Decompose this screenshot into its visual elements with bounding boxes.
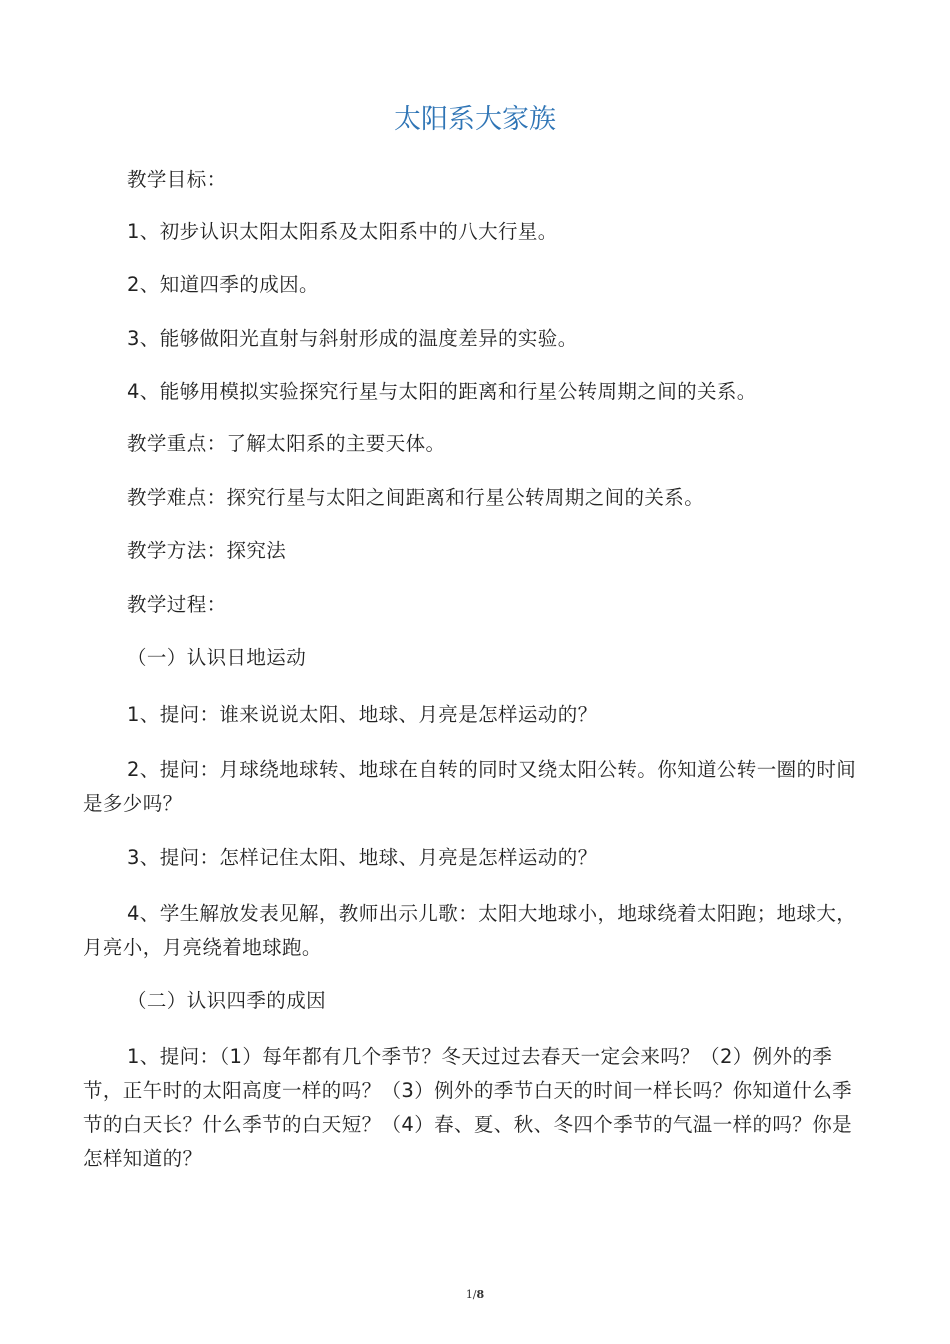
paragraph-objective-3: 3、能够做阳光直射与斜射形成的温度差异的实验。 bbox=[127, 327, 578, 350]
page-number bbox=[0, 1288, 950, 1301]
paragraph-section-1-item-3: 3、提问：怎样记住太阳、地球、月亮是怎样运动的？ bbox=[127, 846, 598, 869]
paragraph-objective-2: 2、知道四季的成因。 bbox=[127, 273, 319, 296]
paragraph-section-1-heading: （一）认识日地运动 bbox=[127, 646, 307, 669]
paragraph-section-2-item-1: 1、提问：（1）每年都有几个季节？冬天过过去春天一定会来吗？（2）例外的季节，正午时的太阳高度一样的吗？（3）例外的季节白天的时间一样长吗？你知道什么季节的白天长？什么季节的白天短？（4）春、夏、秋、冬四个季节的气温一样的吗？你是怎样知道的？ bbox=[83, 1045, 853, 1170]
paragraph-objectives-heading: 教学目标： bbox=[127, 168, 227, 191]
page-number-current: 1/ bbox=[465, 1288, 477, 1301]
paragraph-key-point: 教学重点：了解太阳系的主要天体。 bbox=[127, 432, 446, 455]
paragraph-objective-1: 1、初步认识太阳太阳系及太阳系中的八大行星。 bbox=[127, 220, 558, 243]
paragraph-difficulty: 教学难点：探究行星与太阳之间距离和行星公转周期之间的关系。 bbox=[127, 486, 705, 509]
paragraph-section-1-item-2: 2、提问：月球绕地球转、地球在自转的同时又绕太阳公转。你知道公转一圈的时间是多少吗？ bbox=[83, 758, 857, 815]
paragraph-method: 教学方法：探究法 bbox=[127, 539, 287, 562]
document-title: 太阳系大家族 bbox=[394, 104, 556, 135]
paragraph-process-heading: 教学过程： bbox=[127, 593, 227, 616]
page-number-total: 8 bbox=[476, 1288, 485, 1301]
paragraph-section-1-item-1: 1、提问：谁来说说太阳、地球、月亮是怎样运动的？ bbox=[127, 703, 598, 726]
paragraph-objective-4: 4、能够用模拟实验探究行星与太阳的距离和行星公转周期之间的关系。 bbox=[127, 380, 757, 403]
paragraph-section-1-item-4: 4、学生解放发表见解，教师出示儿歌：太阳大地球小，地球绕着太阳跑；地球大，月亮小，月亮绕着地球跑。 bbox=[83, 902, 857, 959]
paragraph-section-2-heading: （二）认识四季的成因 bbox=[127, 989, 327, 1012]
